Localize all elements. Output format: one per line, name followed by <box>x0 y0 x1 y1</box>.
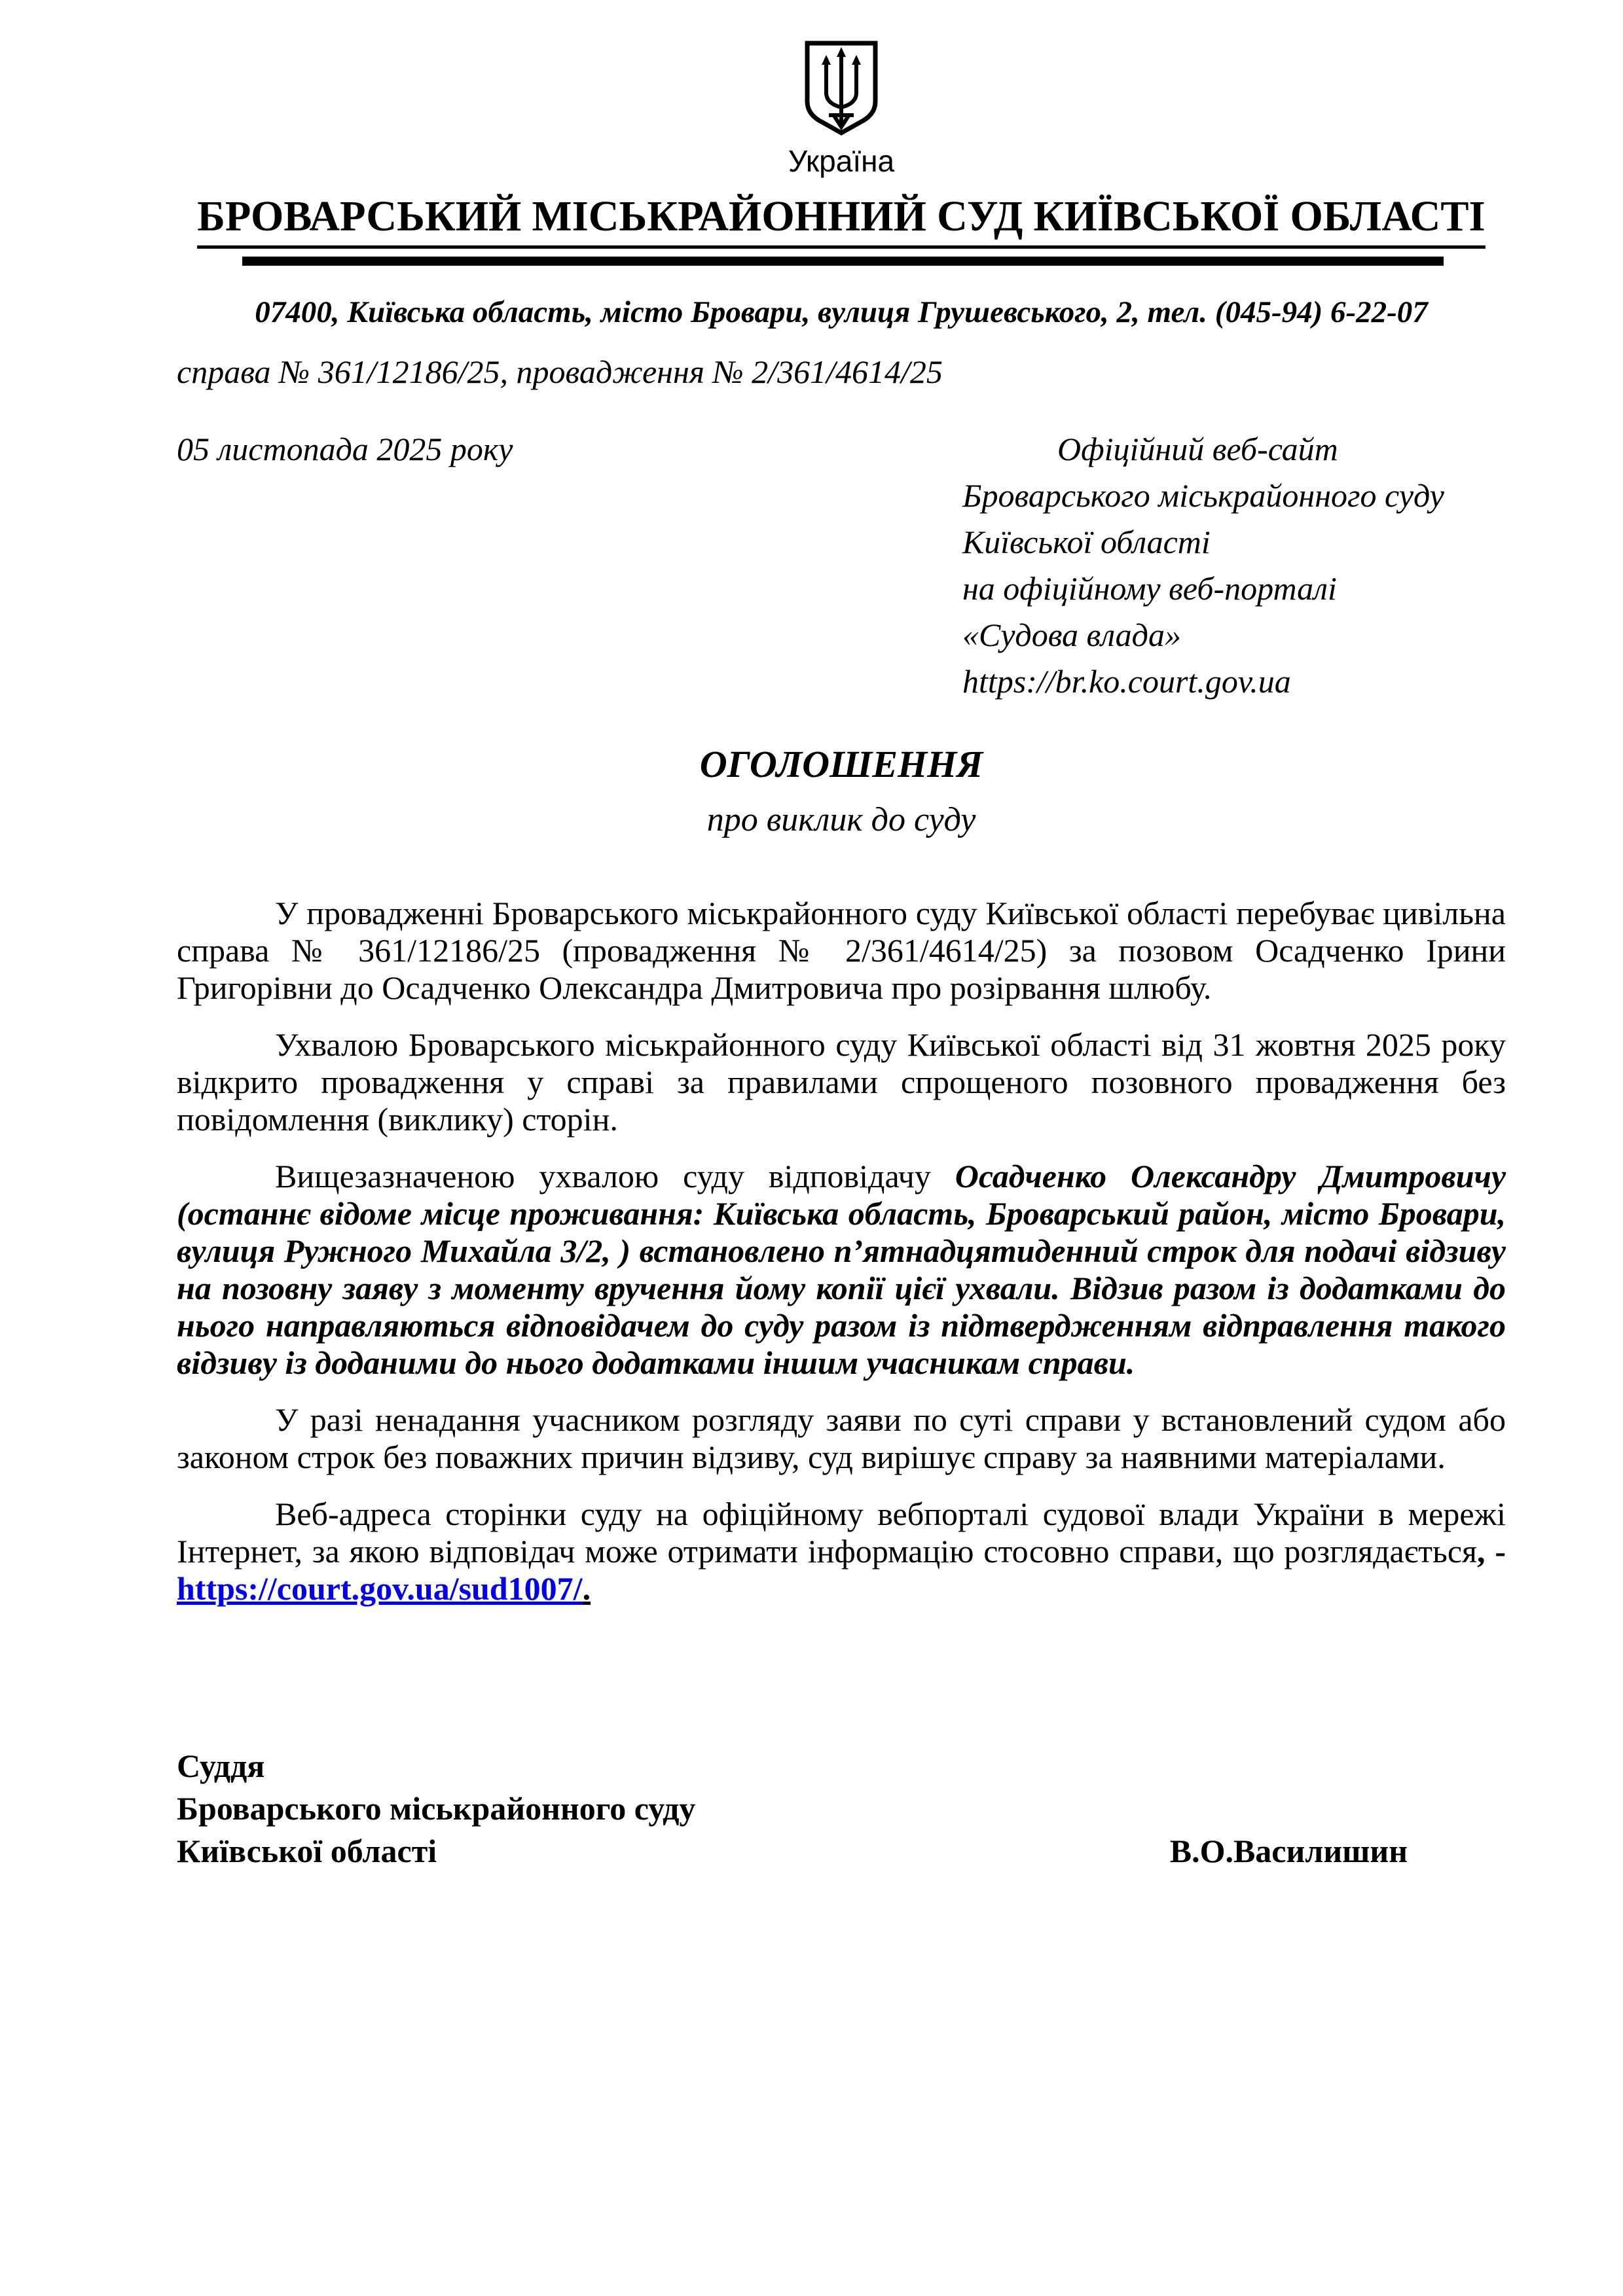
judge-role-line: Київської області <box>177 1833 437 1869</box>
court-page-link[interactable]: https://court.gov.ua/sud1007/ <box>177 1570 583 1607</box>
judge-role-line: Суддя <box>177 1748 265 1784</box>
paragraph-consequences: У разі ненадання учасником розгляду заяви по суті справи у встановлений судом або законом строк без поважних причин відзиву, суд вирішує справу за наявними матеріалами. <box>177 1401 1506 1475</box>
publication-line: Київської області <box>962 524 1211 560</box>
publication-court-site-url: https://br.ko.court.gov.ua <box>962 663 1291 700</box>
judge-name: В.О.Василишин <box>1169 1833 1408 1869</box>
title-block <box>177 743 1506 840</box>
publication-info-block <box>962 426 1506 705</box>
court-name-heading: БРОВАРСЬКИЙ МІСЬКРАЙОННИЙ СУД КИЇВСЬКОЇ ОБЛАСТІ <box>197 193 1486 249</box>
web-address-dash: , - <box>1477 1533 1506 1570</box>
publication-line: Офіційний веб-сайт <box>1057 431 1338 467</box>
emblem-block <box>177 39 1506 177</box>
paragraph-intro: Вищезазначеною ухвалою суду відповідачу <box>275 1158 955 1194</box>
judge-role-line: Броварського міськрайонного суду <box>177 1790 696 1827</box>
paragraph-case-overview: У провадженні Броварського міськрайонного суду Київської області перебуває цивільна справа № 361/12186/25 (провадження № 2/361/4614/25) за позовом Осадченко Ірини Григорівни до Осадченко Олександра Дмитровича про розірвання шлюбу. <box>177 895 1506 1006</box>
publication-line: Броварського міськрайонного суду <box>962 477 1444 514</box>
publication-line: «Судова влада» <box>962 617 1181 653</box>
ukraine-trident-emblem-icon <box>803 39 880 136</box>
signature-block <box>177 1745 1506 1873</box>
web-address-text: Веб-адреса сторінки суду на офіційному вебпорталі судової влади України в мережі Інтернет, за якою відповідач може отримати інформацію стосовно справи, що розглядається <box>177 1496 1506 1570</box>
case-number-line: справа № 361/12186/25, провадження № 2/361/4614/25 <box>177 353 943 390</box>
country-label: Україна <box>788 144 895 178</box>
respondent-terms-text: (останнє відоме місце проживання: Київська область, Броварський район, місто Бровари, вулиця Ружного Михайла 3/2, ) встановлено п’ятнадцятиденний строк для подачі відзиву на позовну заяву з моменту вручення йому копії цієї ухвали. Відзив разом із додатками до нього направляються відповідачем до суду разом із підтвердженням відправлення такого відзиву із доданими до нього додатками іншим учасникам справи. <box>177 1195 1506 1381</box>
link-trailing-period: . <box>582 1570 591 1607</box>
paragraph-respondent-terms <box>177 1158 1506 1382</box>
paragraph-ruling: Ухвалою Броварського міськрайонного суду Київської області від 31 жовтня 2025 року відкрито провадження у справі за правилами спрощеного позовного провадження без повідомлення (виклику) сторін. <box>177 1026 1506 1138</box>
announcement-subtitle: про виклик до суду <box>706 801 976 838</box>
announcement-body <box>177 895 1506 1607</box>
document-date: 05 листопада 2025 року <box>177 431 513 467</box>
header-rule <box>242 257 1444 266</box>
respondent-name: Осадченко Олександру Дмитровичу <box>955 1158 1506 1194</box>
court-address-line: 07400, Київська область, місто Бровари, вулиця Грушевського, 2, тел. (045-94) 6-22-07 <box>255 295 1428 329</box>
announcement-title: ОГОЛОШЕННЯ <box>699 743 983 785</box>
paragraph-web-address <box>177 1496 1506 1607</box>
meta-row <box>177 426 1506 705</box>
publication-line: на офіційному веб-порталі <box>962 570 1337 607</box>
